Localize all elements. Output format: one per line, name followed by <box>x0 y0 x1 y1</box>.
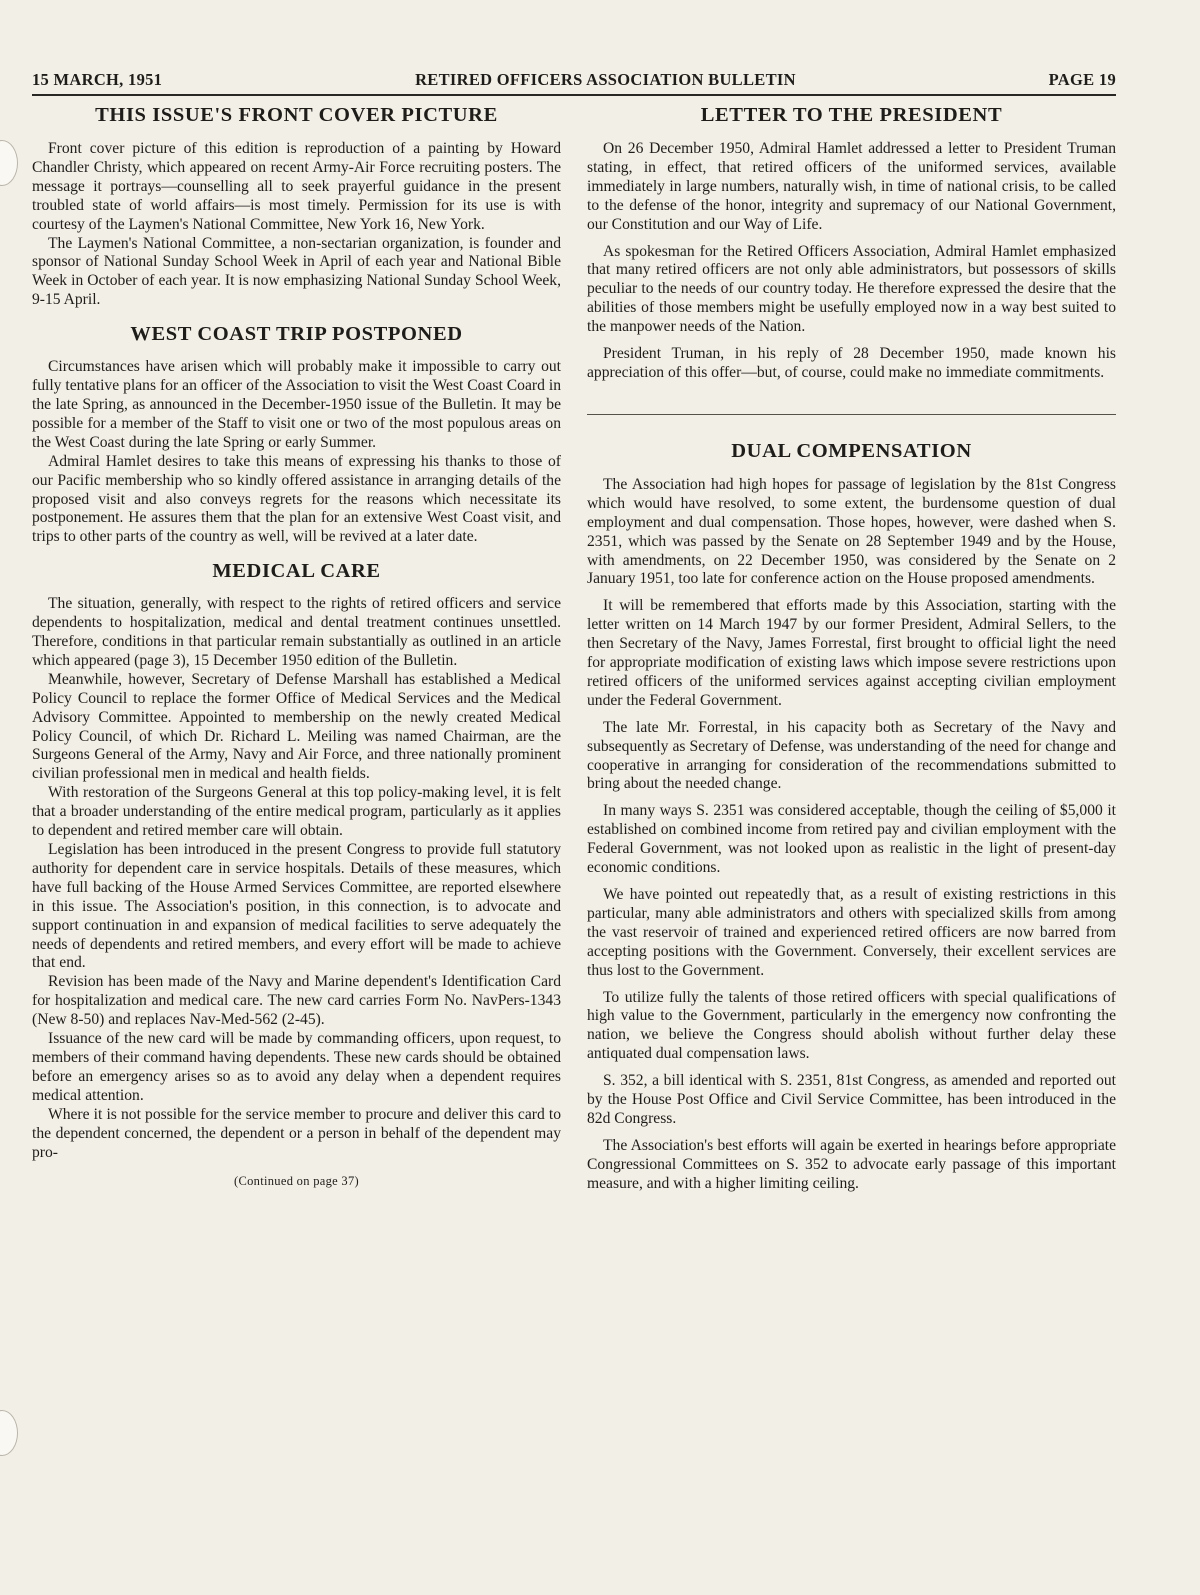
dual-paragraph: We have pointed out repeatedly that, as a result of existing restrictions in this particular, many able administrators and others with specialized skills from among the vast reservoir of trained and experienced retired officers are now barred from accepting positions with the Government. Conversely, their excellent services are thus lost to the Government. <box>587 886 1116 979</box>
west-coast-heading: WEST COAST TRIP POSTPONED <box>130 323 463 346</box>
west-coast-paragraph: Circumstances have arisen which will probably make it impossible to carry out fully tentative plans for an officer of the Association to visit the West Coast Coard in the late Spring, as announced in the December-1950 issue of the Bulletin. It may be possible for a member of the Staff to visit one or two of the most populous areas on the West Coast during the late Spring or early Summer. <box>32 358 561 451</box>
dual-paragraph: The Association had high hopes for passage of legislation by the 81st Congress which would have resolved, to some extent, the burdensome question of dual employment and dual compensation. Those hopes, however, were dashed when S. 2351, which was passed by the Senate on 28 September 1949 and by the House, with amendments, on 22 December 1950, was considered by the Senate on 2 January 1951, too late for conference action on the House proposed amendments. <box>587 475 1116 588</box>
section-divider <box>587 414 1116 415</box>
medical-paragraph: With restoration of the Surgeons General at this top policy-making level, it is felt that a broader understanding of the entire medical program, particularly as it applies to dependent and retired member care will obtain. <box>32 784 561 840</box>
cover-paragraph: Front cover picture of this edition is reproduction of a painting by Howard Chandler Christy, which appeared on recent Army-Air Force recruiting posters. The message it portrays—counselling all to seek prayerful guidance in the present troubled state of world affairs—is most timely. Permission for its use is with courtesy of the Laymen's National Committee, New York 16, New York. <box>32 140 561 233</box>
punch-hole-bottom <box>0 1410 18 1456</box>
issue-date: 15 MARCH, 1951 <box>32 70 163 89</box>
dual-paragraph: S. 352, a bill identical with S. 2351, 81st Congress, as amended and reported out by the House Post Office and Civil Service Committee, has been introduced in the 82d Congress. <box>587 1072 1116 1127</box>
cover-heading: THIS ISSUE'S FRONT COVER PICTURE <box>95 104 498 126</box>
dual-paragraph: It will be remembered that efforts made by this Association, starting with the letter written on 14 March 1947 by our former President, Admiral Sellers, to the then Secretary of the Navy, James Forrestal, first brought to official light the need for appropriate modification of existing laws which impose severe restrictions upon retired officers of the uniformed services against accepting civilian employment under the Federal Government. <box>587 597 1116 709</box>
bulletin-page <box>32 70 1116 1570</box>
dual-paragraph: To utilize fully the talents of those retired officers with special qualifications of high value to the Government, particularly in the emergency now confronting the nation, we believe the Congress should abolish without further delay these antiquated dual compensation laws. <box>587 988 1116 1063</box>
medical-paragraph: Meanwhile, however, Secretary of Defense Marshall has established a Medical Policy Council to replace the former Office of Medical Services and the Medical Advisory Committee. Appointed to membership on the newly created Medical Policy Council, of which Dr. Richard L. Meiling was named Chairman, are the Surgeons General of the Army, Navy and Air Force, and three nationally prominent civilian professional men in medical and health fields. <box>32 670 561 783</box>
medical-paragraph: The situation, generally, with respect to the rights of retired officers and service dependents to hospitalization, medical and dental treatment continues unsettled. Therefore, conditions in that particular remain substantially as outlined in an article which appeared (page 3), 15 December 1950 edition of the Bulletin. <box>32 595 561 669</box>
right-column <box>587 102 1116 1202</box>
dual-paragraph: In many ways S. 2351 was considered acceptable, though the ceiling of $5,000 it established on combined income from retired pay and civilian employment with the Federal Government, was not looked upon as realistic in the light of present-day economic conditions. <box>587 802 1116 877</box>
dual-paragraph: The Association's best efforts will again be exerted in hearings before appropriate Congressional Committees on S. 352 to advocate early passage of this important measure, and with a higher limiting ceiling. <box>587 1136 1116 1192</box>
cover-paragraph: The Laymen's National Committee, a non-sectarian organization, is founder and sponsor of National Sunday School Week in April of each year and National Bible Week in October of each year. It is now emphasizing National Sunday School Week, 9-15 April. <box>32 234 561 309</box>
medical-paragraph: Legislation has been introduced in the present Congress to provide full statutory authority for dependent care in service hospitals. Details of these measures, which have full backing of the House Armed Services Committee, are reported elsewhere in this issue. The Association's position, in this connection, is to advocate and support continuation in and expansion of medical facilities to serve adequately the needs of dependents and retired members, and every effort will be made to achieve that end. <box>32 841 561 972</box>
west-coast-paragraph: Admiral Hamlet desires to take this means of expressing his thanks to those of our Pacific membership who so kindly offered assistance in arranging details of the proposed visit and also conveys regrets for the reasons which necessitate its postponement. He assures them that the plan for an extensive West Coast visit, and trips to other parts of the country as well, will be revived at a later date. <box>32 452 561 546</box>
letter-paragraph: On 26 December 1950, Admiral Hamlet addressed a letter to President Truman stating, in effect, that retired officers of the uniformed services, available immediately in large numbers, naturally wish, in time of national crisis, to be called to the defense of the honor, integrity and supremacy of our National Government, our Constitution and our Way of Life. <box>587 140 1116 233</box>
letter-paragraph: President Truman, in his reply of 28 December 1950, made known his appreciation of this offer—but, of course, could make no immediate commitments. <box>587 345 1116 381</box>
dual-paragraph: The late Mr. Forrestal, in his capacity both as Secretary of the Navy and subsequently as Secretary of Defense, was understanding of the need for change and cooperative in arranging for consideration of the recommendations submitted to bring about the needed change. <box>587 718 1116 793</box>
continued-note: (Continued on page 37) <box>234 1174 359 1189</box>
running-head <box>32 70 1116 96</box>
letter-heading: LETTER TO THE PRESIDENT <box>700 104 1003 126</box>
article-columns <box>32 102 1116 1202</box>
dual-compensation-heading: DUAL COMPENSATION <box>731 439 972 462</box>
medical-paragraph: Issuance of the new card will be made by commanding officers, upon request, to members of their command having dependents. These new cards should be obtained before an emergency arises so as to avoid any delay when a dependent requires medical attention. <box>32 1030 561 1104</box>
letter-paragraph: As spokesman for the Retired Officers Association, Admiral Hamlet emphasized that many retired officers are not only able administrators, but possessors of skills peculiar to the needs of our country today. He therefore expressed the desire that the abilities of those members might be usefully employed now in a way best suited to the manpower needs of the Nation. <box>587 242 1116 336</box>
medical-paragraph: Where it is not possible for the service member to procure and deliver this card to the dependent concerned, the dependent or a person in behalf of the dependent may pro- <box>32 1105 561 1161</box>
publication-title: RETIRED OFFICERS ASSOCIATION BULLETIN <box>415 70 796 89</box>
medical-paragraph: Revision has been made of the Navy and Marine dependent's Identification Card for hospitalization and medical care. The new card carries Form No. NavPers-1343 (New 8-50) and replaces Nav-Med-562 (2-45). <box>32 973 561 1029</box>
left-column <box>32 102 561 1202</box>
medical-care-heading: MEDICAL CARE <box>212 560 381 583</box>
punch-hole-top <box>0 140 18 186</box>
page-number: PAGE 19 <box>1048 70 1116 89</box>
